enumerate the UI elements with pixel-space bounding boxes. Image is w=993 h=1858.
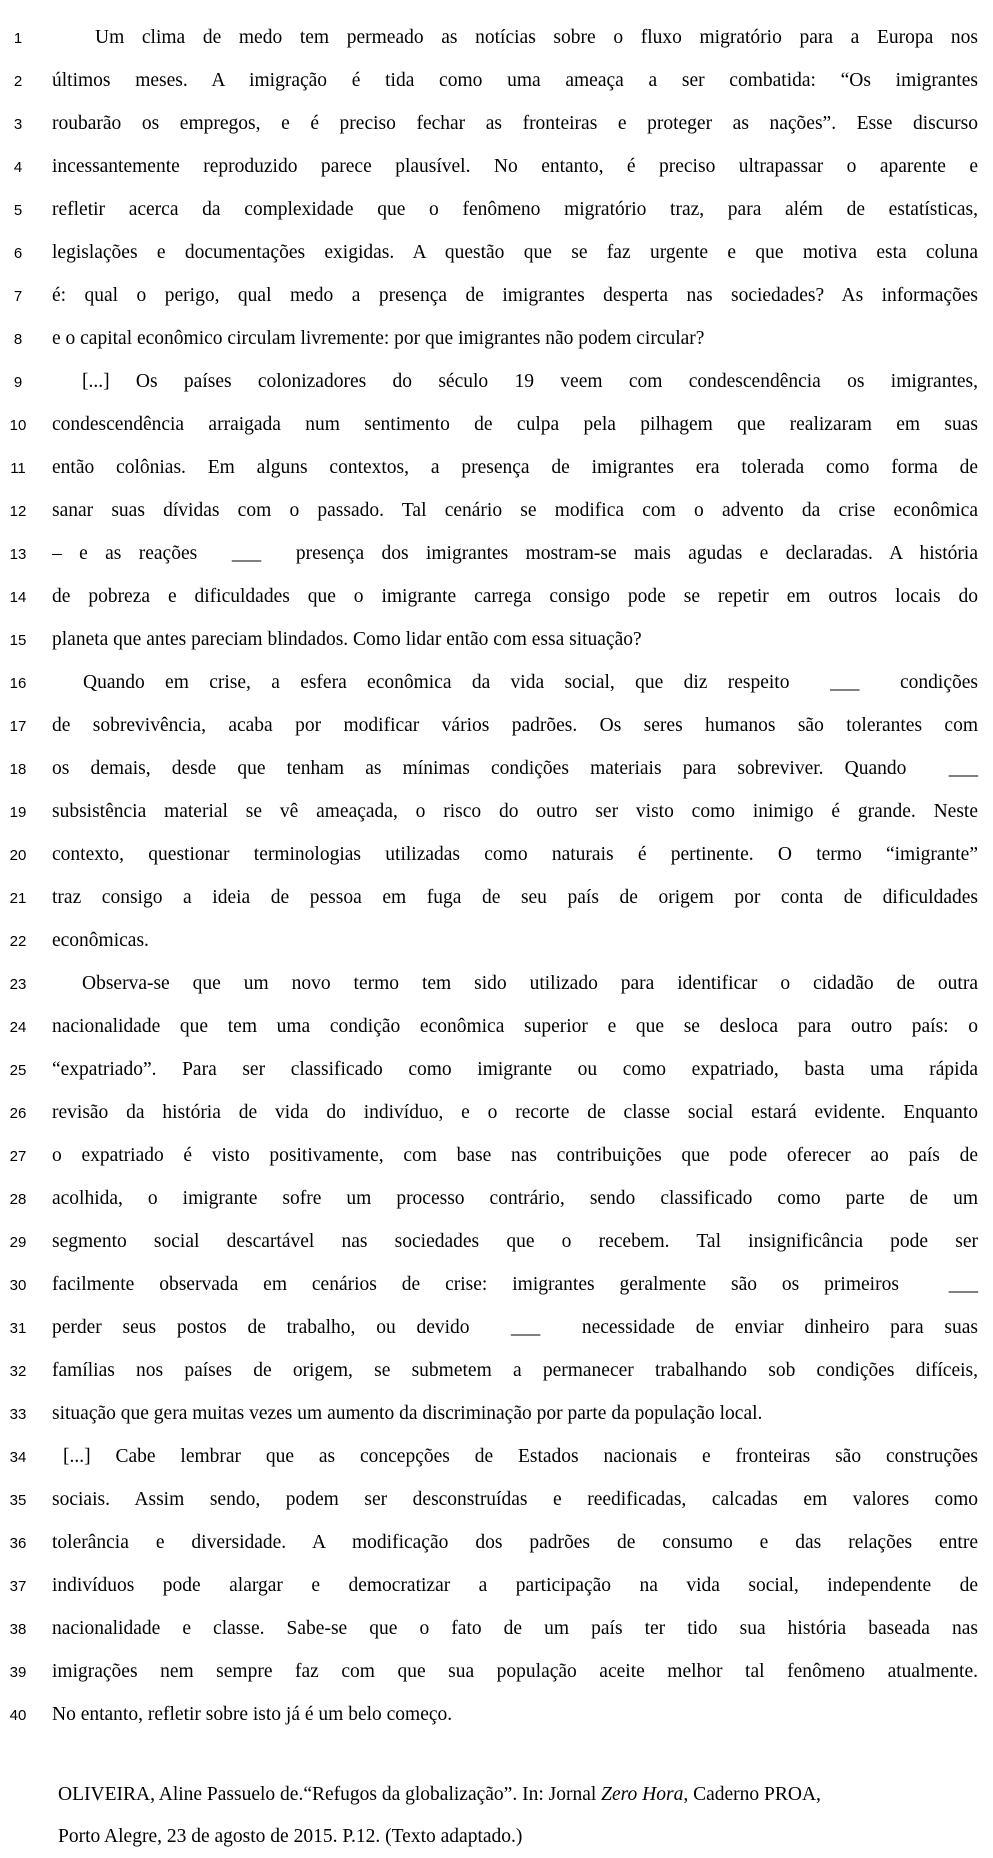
text-line — [0, 404, 993, 447]
line-text: sanar suas dívidas com o passado. Tal cenário se modifica com o advento da crise econômica — [52, 500, 978, 521]
line-number: 38 — [9, 1621, 27, 1638]
text-line — [0, 705, 993, 748]
text-line — [0, 748, 993, 791]
line-text: nacionalidade e classe. Sabe-se que o fato de um país ter tido sua história baseada nas — [52, 1618, 978, 1639]
text-line — [0, 60, 993, 103]
text-line — [0, 920, 993, 963]
line-number: 11 — [10, 460, 26, 477]
text-line — [0, 1350, 993, 1393]
line-text: contexto, questionar terminologias utilizadas como naturais é pertinente. O termo “imigrante” — [52, 844, 978, 865]
line-text: condescendência arraigada num sentimento de culpa pela pilhagem que realizaram em suas — [52, 414, 978, 435]
line-text: – e as reações ___ presença dos imigrantes mostram-se mais agudas e declaradas. A história — [52, 543, 978, 564]
line-text: Um clima de medo tem permeado as notícias sobre o fluxo migratório para a Europa nos — [95, 27, 978, 48]
line-number: 8 — [13, 331, 23, 348]
line-text: planeta que antes pareciam blindados. Como lidar então com essa situação? — [52, 629, 642, 650]
line-number: 35 — [9, 1492, 27, 1509]
line-text: famílias nos países de origem, se submetem a permanecer trabalhando sob condições difíceis, — [52, 1360, 978, 1381]
line-text: Observa-se que um novo termo tem sido utilizado para identificar o cidadão de outra — [82, 973, 978, 994]
text-line — [0, 1307, 993, 1350]
line-number: 14 — [9, 589, 27, 606]
citation — [58, 1774, 953, 1858]
line-number: 12 — [9, 503, 27, 520]
text-line — [0, 490, 993, 533]
line-number: 24 — [9, 1019, 27, 1036]
line-text: acolhida, o imigrante sofre um processo contrário, sendo classificado como parte de um — [52, 1188, 978, 1209]
citation-journal-name: Zero Hora — [601, 1784, 684, 1805]
line-number: 6 — [13, 245, 23, 262]
text-line — [0, 1651, 993, 1694]
text-line — [0, 1393, 993, 1436]
text-line — [0, 1565, 993, 1608]
line-text: facilmente observada em cenários de crise: imigrantes geralmente são os primeiros ___ — [52, 1274, 978, 1295]
line-number: 25 — [9, 1062, 27, 1079]
text-line — [0, 17, 993, 60]
line-number: 18 — [9, 761, 27, 778]
text-line — [0, 1694, 993, 1737]
line-number: 28 — [9, 1191, 27, 1208]
line-number: 4 — [13, 159, 23, 176]
line-number: 39 — [9, 1664, 27, 1681]
text-line — [0, 318, 993, 361]
line-number: 23 — [9, 976, 27, 993]
line-number: 40 — [9, 1707, 27, 1724]
line-number: 13 — [9, 546, 27, 563]
text-line — [0, 533, 993, 576]
line-text: situação que gera muitas vezes um aumento da discriminação por parte da população local. — [52, 1403, 763, 1424]
line-number: 37 — [9, 1578, 27, 1595]
line-number: 17 — [9, 718, 27, 735]
line-text: [...] Cabe lembrar que as concepções de Estados nacionais e fronteiras são construções — [63, 1446, 978, 1467]
line-number: 31 — [9, 1320, 27, 1337]
text-line — [0, 877, 993, 920]
citation-text-post: , Caderno PROA, — [683, 1784, 821, 1805]
citation-line-1 — [58, 1774, 953, 1816]
text-line — [0, 103, 993, 146]
line-number: 10 — [9, 417, 27, 434]
text-line — [0, 662, 993, 705]
line-text: “expatriado”. Para ser classificado como imigrante ou como expatriado, basta uma rápida — [52, 1059, 978, 1080]
text-line — [0, 1221, 993, 1264]
line-number: 9 — [13, 374, 23, 391]
line-number: 26 — [9, 1105, 27, 1122]
line-text: sociais. Assim sendo, podem ser desconstruídas e reedificadas, calcadas em valores como — [52, 1489, 978, 1510]
citation-text-pre: OLIVEIRA, Aline Passuelo de.“Refugos da globalização”. In: Jornal — [58, 1784, 602, 1805]
text-line — [0, 1264, 993, 1307]
line-text: segmento social descartável nas sociedades que o recebem. Tal insignificância pode ser — [52, 1231, 978, 1252]
text-line — [0, 791, 993, 834]
line-text: refletir acerca da complexidade que o fenômeno migratório traz, para além de estatísticas, — [52, 199, 978, 220]
line-number: 1 — [13, 30, 23, 47]
text-line — [0, 1049, 993, 1092]
line-text: No entanto, refletir sobre isto já é um belo começo. — [52, 1704, 453, 1725]
text-line — [0, 576, 993, 619]
line-text: e o capital econômico circulam livremente: por que imigrantes não podem circular? — [52, 328, 705, 349]
line-number: 27 — [9, 1148, 27, 1165]
line-text: é: qual o perigo, qual medo a presença de imigrantes desperta nas sociedades? As informações — [52, 285, 978, 306]
line-text: perder seus postos de trabalho, ou devido ___ necessidade de enviar dinheiro para suas — [52, 1317, 978, 1338]
line-number: 15 — [9, 632, 27, 649]
text-line — [0, 834, 993, 877]
line-text: traz consigo a ideia de pessoa em fuga de seu país de origem por conta de dificuldades — [52, 887, 978, 908]
line-number: 20 — [9, 847, 27, 864]
line-text: indivíduos pode alargar e democratizar a participação na vida social, independente de — [52, 1575, 978, 1596]
line-number: 30 — [9, 1277, 27, 1294]
line-number: 5 — [13, 202, 23, 219]
text-line — [0, 1436, 993, 1479]
line-number: 19 — [9, 804, 27, 821]
line-text: subsistência material se vê ameaçada, o risco do outro ser visto como inimigo é grande. Neste — [52, 801, 978, 822]
text-line — [0, 619, 993, 662]
text-line — [0, 447, 993, 490]
line-number: 2 — [13, 73, 23, 90]
line-number: 29 — [9, 1234, 27, 1251]
text-line — [0, 1135, 993, 1178]
line-text: imigrações nem sempre faz com que sua população aceite melhor tal fenômeno atualmente. — [52, 1661, 978, 1682]
line-number: 34 — [9, 1449, 27, 1466]
line-text: tolerância e diversidade. A modificação dos padrões de consumo e das relações entre — [52, 1532, 978, 1553]
line-text: de pobreza e dificuldades que o imigrante carrega consigo pode se repetir em outros locais do — [52, 586, 978, 607]
text-line — [0, 1092, 993, 1135]
line-text: [...] Os países colonizadores do século 19 veem com condescendência os imigrantes, — [82, 371, 978, 392]
line-number: 7 — [13, 288, 23, 305]
line-number: 33 — [9, 1406, 27, 1423]
line-text: últimos meses. A imigração é tida como uma ameaça a ser combatida: “Os imigrantes — [52, 70, 978, 91]
text-line — [0, 275, 993, 318]
line-text: de sobrevivência, acaba por modificar vários padrões. Os seres humanos são tolerantes com — [52, 715, 978, 736]
line-text: econômicas. — [52, 930, 149, 951]
text-line — [0, 1608, 993, 1651]
text-line — [0, 963, 993, 1006]
line-text: Quando em crise, a esfera econômica da vida social, que diz respeito ___ condições — [83, 672, 978, 693]
citation-line-2: Porto Alegre, 23 de agosto de 2015. P.12. (Texto adaptado.) — [58, 1826, 523, 1847]
text-line — [0, 1006, 993, 1049]
line-number: 32 — [9, 1363, 27, 1380]
text-line — [0, 361, 993, 404]
line-text: revisão da história de vida do indivíduo, e o recorte de classe social estará evidente. Enquanto — [52, 1102, 978, 1123]
text-line — [0, 1178, 993, 1221]
line-text: roubarão os empregos, e é preciso fechar as fronteiras e proteger as nações”. Esse discurso — [52, 113, 978, 134]
text-line — [0, 146, 993, 189]
line-text: nacionalidade que tem uma condição econômica superior e que se desloca para outro país: o — [52, 1016, 978, 1037]
line-number: 21 — [9, 890, 27, 907]
line-text: incessantemente reproduzido parece plausível. No entanto, é preciso ultrapassar o aparente e — [52, 156, 978, 177]
text-line — [0, 232, 993, 275]
line-number: 22 — [9, 933, 27, 950]
line-number: 36 — [9, 1535, 27, 1552]
line-text: legislações e documentações exigidas. A questão que se faz urgente e que motiva esta coluna — [52, 242, 978, 263]
text-line — [0, 1479, 993, 1522]
line-text: os demais, desde que tenham as mínimas condições materiais para sobreviver. Quando ___ — [52, 758, 978, 779]
text-line — [0, 1522, 993, 1565]
numbered-text-block — [0, 17, 993, 1737]
text-line — [0, 189, 993, 232]
line-number: 16 — [9, 675, 27, 692]
line-text: o expatriado é visto positivamente, com base nas contribuições que pode oferecer ao país de — [52, 1145, 978, 1166]
line-text: então colônias. Em alguns contextos, a presença de imigrantes era tolerada como forma de — [52, 457, 978, 478]
line-number: 3 — [13, 116, 23, 133]
